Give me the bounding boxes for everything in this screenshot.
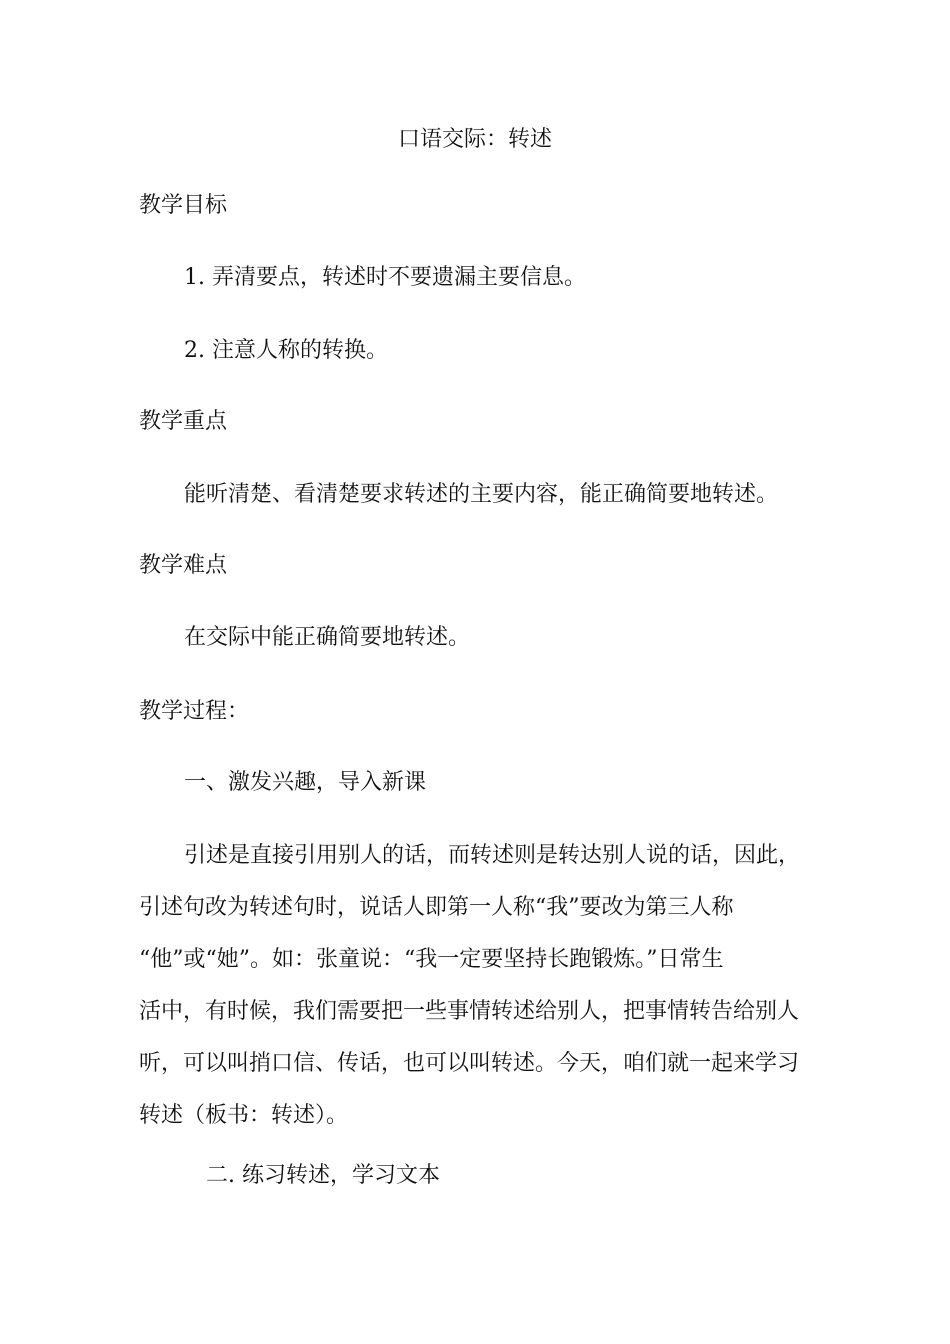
key-points-text: 能听清楚、看清楚要求转述的主要内容，能正确简要地转述。 [184,482,779,507]
goal-item-1: 1. 弄清要点，转述时不要遗漏主要信息。 [184,265,586,290]
difficult-points-text: 在交际中能正确简要地转述。 [184,625,471,650]
paragraph-line: 活中，有时候，我们需要把一些事情转述给别人，把事情转告给别人 [139,999,800,1024]
paragraph-line: 听，可以叫捎口信、传话，也可以叫转述。今天，咱们就一起来学习 [139,1051,800,1076]
document-title: 口语交际：转述 [397,127,552,152]
goal-item-2: 2. 注意人称的转换。 [184,338,388,363]
heading-teaching-process: 教学过程： [139,699,250,724]
heading-key-points: 教学重点 [139,409,228,434]
paragraph-line: “他”或“她”。如：张童说：“我一定要坚持长跑锻炼。”日常生 [139,947,724,972]
heading-teaching-goals: 教学目标 [139,193,228,218]
heading-difficult-points: 教学难点 [139,553,228,578]
paragraph-line: 转述（板书：转述）。 [139,1103,349,1128]
paragraph-line: 引述是直接引用别人的话，而转述则是转达别人说的话，因此， [184,843,801,868]
step-2-heading: 二. 练习转述，学习文本 [206,1163,440,1188]
intro-paragraph [139,843,819,1155]
paragraph-line: 引述句改为转述句时，说话人即第一人称“我”要改为第三人称 [139,895,734,920]
step-1-heading: 一、激发兴趣，导入新课 [184,770,427,795]
